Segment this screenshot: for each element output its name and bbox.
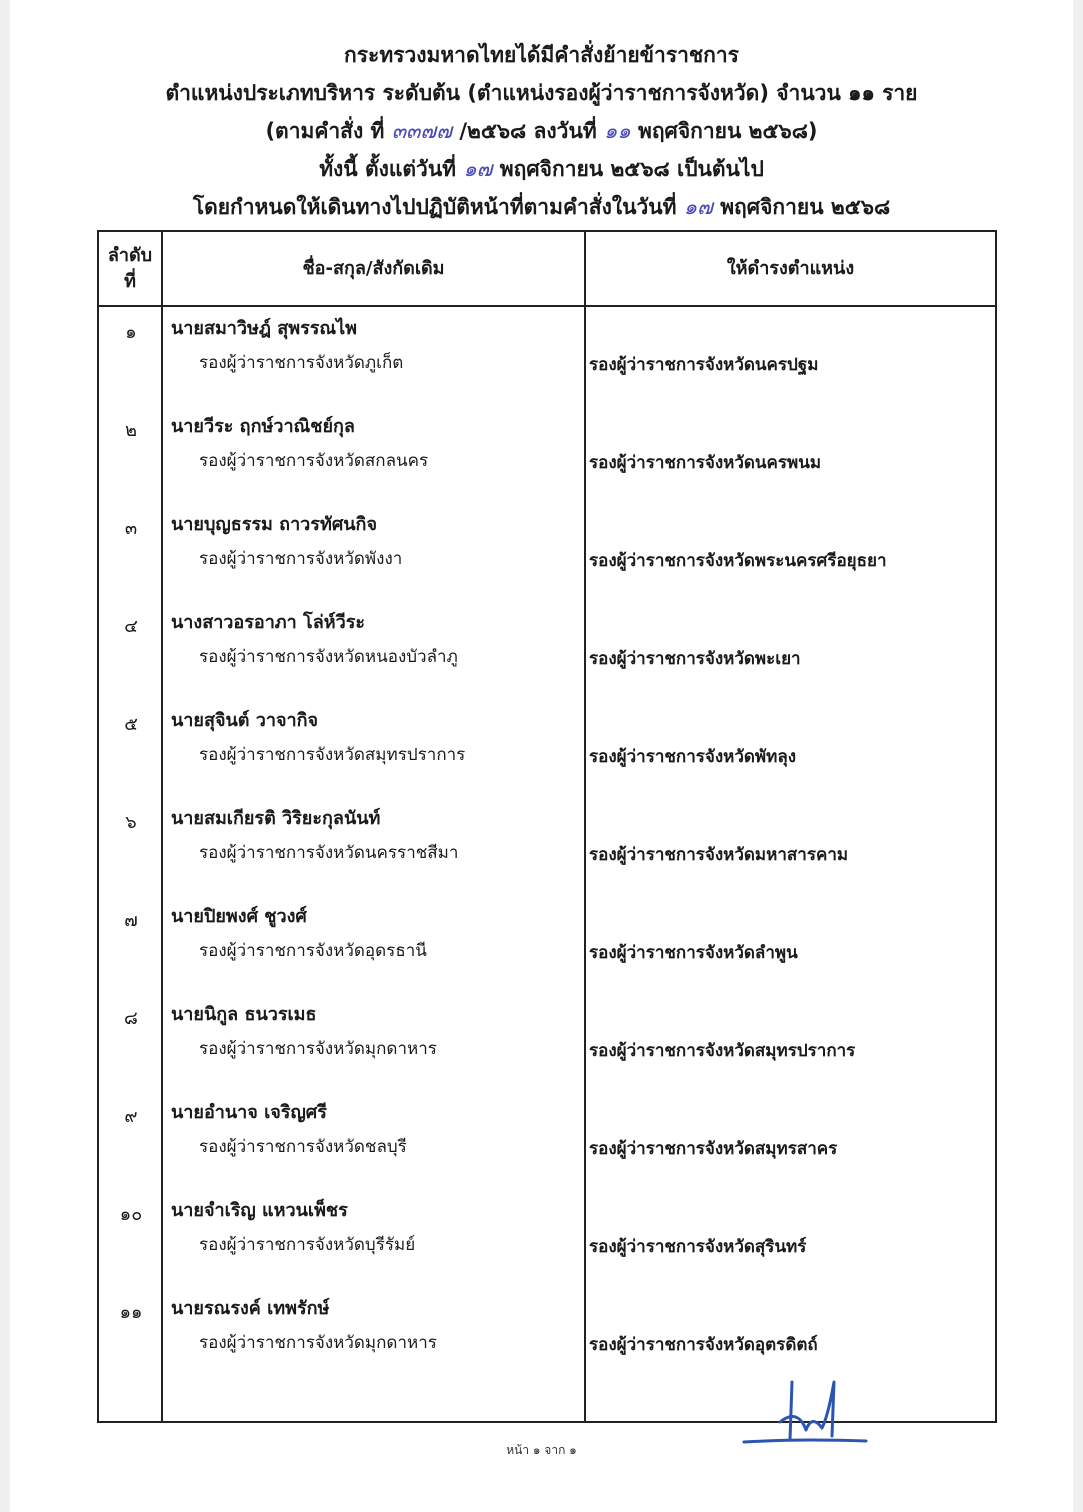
- row-number: ๓: [124, 518, 138, 539]
- effective-day: ๑๗: [463, 157, 493, 181]
- table-row: [99, 895, 995, 993]
- table-row: [99, 503, 995, 601]
- table-body: [99, 307, 995, 1385]
- row-number: ๕: [124, 714, 138, 735]
- table-row: [99, 797, 995, 895]
- row-number: ๖: [125, 812, 137, 833]
- new-position: รองผู้ว่าราชการจังหวัดพะเยา: [589, 649, 801, 669]
- row-number: ๑๑: [119, 1302, 143, 1323]
- new-position: รองผู้ว่าราชการจังหวัดพัทลุง: [589, 747, 797, 767]
- table-row: [99, 405, 995, 503]
- travel-prefix: โดยกำหนดให้เดินทางไปปฏิบัติหน้าที่ตามคำสั่งในวันที่: [192, 195, 677, 219]
- column-header-new-position: ให้ดำรงตำแหน่ง: [726, 257, 855, 279]
- document-header: [0, 36, 1083, 226]
- new-position: รองผู้ว่าราชการจังหวัดสุรินทร์: [589, 1237, 807, 1257]
- former-position: รองผู้ว่าราชการจังหวัดชลบุรี: [199, 1137, 407, 1157]
- person-name: นางสาวอรอาภา โล่ห์วีระ: [171, 612, 366, 633]
- order-number: ๓๓๗๗: [391, 119, 452, 143]
- former-position: รองผู้ว่าราชการจังหวัดมุกดาหาร: [199, 1039, 437, 1059]
- person-name: นายบุญธรรม ถาวรทัศนกิจ: [171, 514, 377, 535]
- travel-day: ๑๗: [683, 195, 713, 219]
- person-name: นายวีระ ฤกษ์วาณิชย์กุล: [171, 416, 355, 437]
- handwritten-signature-icon: [740, 1378, 870, 1450]
- table-row: [99, 1287, 995, 1385]
- row-number: ๑: [125, 322, 137, 343]
- new-position: รองผู้ว่าราชการจังหวัดสมุทรสาคร: [589, 1139, 838, 1159]
- page-edge-right: [1073, 0, 1083, 1512]
- new-position: รองผู้ว่าราชการจังหวัดนครปฐม: [589, 355, 819, 375]
- new-position: รองผู้ว่าราชการจังหวัดพระนครศรีอยุธยา: [589, 551, 887, 571]
- row-number: ๔: [124, 616, 138, 637]
- page-edge-left: [0, 0, 10, 1512]
- column-header-name: ชื่อ-สกุล/สังกัดเดิม: [302, 257, 445, 279]
- order-prefix: (ตามคำสั่ง ที่: [265, 119, 385, 143]
- row-number: ๘: [124, 1008, 138, 1029]
- order-date-day: ๑๑: [604, 119, 631, 143]
- column-header-no-line1: ลำดับ: [107, 244, 153, 266]
- row-number: ๑๐: [119, 1204, 143, 1225]
- person-name: นายสุจินต์ วาจากิจ: [171, 710, 319, 731]
- row-number: ๗: [124, 910, 138, 931]
- table-row: [99, 699, 995, 797]
- effective-prefix: ทั้งนี้ ตั้งแต่วันที่: [319, 157, 457, 181]
- new-position: รองผู้ว่าราชการจังหวัดลำพูน: [589, 943, 798, 963]
- former-position: รองผู้ว่าราชการจังหวัดภูเก็ต: [199, 353, 404, 373]
- former-position: รองผู้ว่าราชการจังหวัดนครราชสีมา: [199, 843, 459, 863]
- former-position: รองผู้ว่าราชการจังหวัดพังงา: [199, 549, 403, 569]
- new-position: รองผู้ว่าราชการจังหวัดอุตรดิตถ์: [589, 1335, 818, 1355]
- table-row: [99, 1091, 995, 1189]
- new-position: รองผู้ว่าราชการจังหวัดสมุทรปราการ: [589, 1041, 856, 1061]
- header-line-4: [0, 150, 1083, 188]
- person-name: นายรณรงค์ เทพรักษ์: [171, 1298, 330, 1319]
- former-position: รองผู้ว่าราชการจังหวัดบุรีรัมย์: [199, 1235, 416, 1255]
- header-line-5: [0, 188, 1083, 226]
- new-position: รองผู้ว่าราชการจังหวัดมหาสารคาม: [589, 845, 849, 865]
- order-date-prefix: /๒๕๖๘ ลงวันที่: [459, 119, 597, 143]
- person-name: นายปิยพงศ์ ชูวงศ์: [171, 906, 307, 927]
- former-position: รองผู้ว่าราชการจังหวัดมุกดาหาร: [199, 1333, 437, 1353]
- table-row: [99, 307, 995, 405]
- table-row: [99, 601, 995, 699]
- former-position: รองผู้ว่าราชการจังหวัดสกลนคร: [199, 451, 429, 471]
- row-number: ๙: [124, 1106, 138, 1127]
- page-number: หน้า ๑ จาก ๑: [506, 1443, 577, 1457]
- header-line-1: กระทรวงมหาดไทยได้มีคำสั่งย้ายข้าราชการ: [344, 43, 739, 67]
- table-row: [99, 993, 995, 1091]
- order-date-suffix: พฤศจิกายน ๒๕๖๘): [637, 119, 818, 143]
- person-name: นายนิกูล ธนวรเมธ: [171, 1004, 317, 1025]
- transfer-table: [97, 230, 997, 1423]
- effective-suffix: พฤศจิกายน ๒๕๖๘ เป็นต้นไป: [499, 157, 764, 181]
- column-header-no: [99, 232, 161, 305]
- header-line-2: ตำแหน่งประเภทบริหาร ระดับต้น (ตำแหน่งรองผู้ว่าราชการจังหวัด) จำนวน ๑๑ ราย: [165, 81, 918, 105]
- former-position: รองผู้ว่าราชการจังหวัดหนองบัวลำภู: [199, 647, 458, 667]
- former-position: รองผู้ว่าราชการจังหวัดสมุทรปราการ: [199, 745, 466, 765]
- row-number: ๒: [125, 420, 137, 441]
- travel-suffix: พฤศจิกายน ๒๕๖๘: [720, 195, 891, 219]
- column-header-no-line2: ที่: [124, 270, 136, 292]
- person-name: นายสมาวิษฎ์ สุพรรณไพ: [171, 318, 358, 339]
- new-position: รองผู้ว่าราชการจังหวัดนครพนม: [589, 453, 822, 473]
- person-name: นายอำนาจ เจริญศรี: [171, 1102, 327, 1123]
- header-line-3: [0, 112, 1083, 150]
- person-name: นายสมเกียรติ วิริยะกุลนันท์: [171, 808, 381, 829]
- person-name: นายจำเริญ แหวนเพ็ชร: [171, 1200, 348, 1221]
- former-position: รองผู้ว่าราชการจังหวัดอุดรธานี: [199, 941, 427, 961]
- table-row: [99, 1189, 995, 1287]
